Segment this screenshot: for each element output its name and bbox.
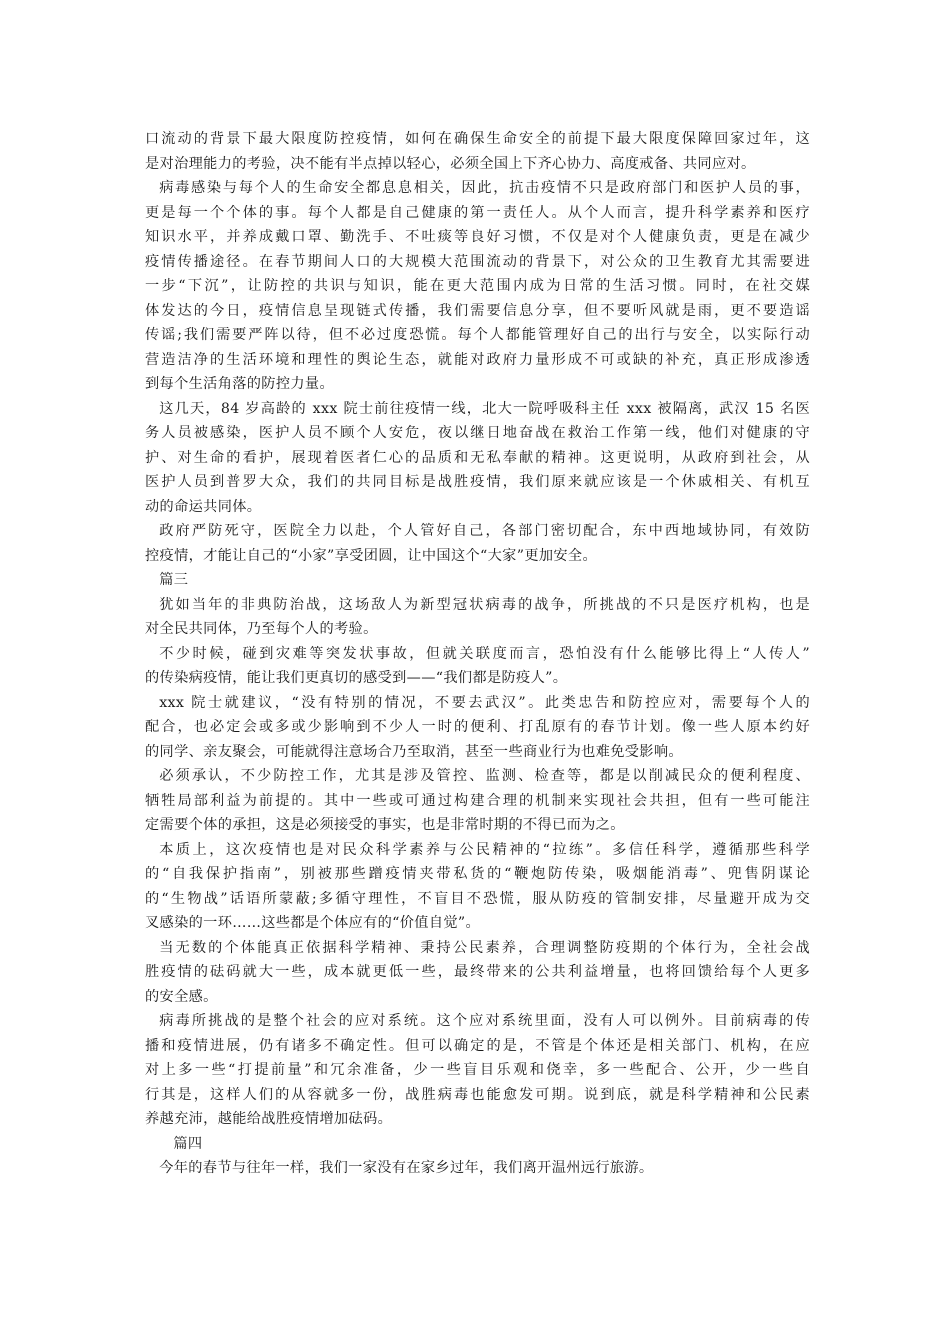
text-line: 犹如当年的非典防治战，这场敌人为新型冠状病毒的战争，所挑战的不只是医疗机构，也是 bbox=[159, 596, 810, 613]
text-line: 牺牲局部利益为前提的。其中一些或可通过构建合理的机制来实现社会共担，但有一些可能注 bbox=[145, 792, 810, 809]
text-line: 病毒所挑战的是整个社会的应对系统。这个应对系统里面，没有人可以例外。目前病毒的传 bbox=[159, 1013, 810, 1029]
text-line: 行其是，这样人们的从容就多一份，战胜病毒也能愈发可期。说到底，就是科学精神和公民素 bbox=[145, 1086, 810, 1103]
text-line: 控疫情，才能让自己的“小家”享受团圆，让中国这个“大家”更加安全。 bbox=[145, 547, 598, 564]
text-line: 胜疫情的砝码就大一些，成本就更低一些，最终带来的公共利益增量，也将回馈给每个人更多 bbox=[145, 964, 810, 980]
section-heading bbox=[145, 1132, 810, 1157]
text-line: 动的命运共同体。 bbox=[145, 498, 262, 515]
paragraph bbox=[145, 397, 810, 520]
text-line: 务人员被感染，医护人员不顾个人安危，夜以继日地奋战在救治工作第一线，他们对健康的守 bbox=[145, 425, 810, 441]
text-line: 的安全感。 bbox=[145, 988, 218, 1005]
paragraph bbox=[145, 519, 810, 568]
text-line: 篇三 bbox=[159, 572, 189, 588]
text-line: 必须承认，不少防控工作，尤其是涉及管控、监测、检查等，都是以削减民众的便利程度、 bbox=[159, 768, 810, 784]
text-line: 的“生物战”话语所蒙蔽;多循守理性，不盲目不恐慌，服从防疫的管制安排，尽量避开成为交 bbox=[145, 890, 810, 907]
text-line: 疫情传播途径。在春节期间人口的大规模大范围流动的背景下，对公众的卫生教育尤其需要进 bbox=[145, 253, 810, 270]
paragraph bbox=[145, 838, 810, 936]
text-line: 叉感染的一环……这些都是个体应有的“价值自觉”。 bbox=[145, 915, 481, 931]
text-line: 对全民共同体，乃至每个人的考验。 bbox=[145, 621, 378, 637]
text-line: 今年的春节与往年一样，我们一家没有在家乡过年，我们离开温州远行旅游。 bbox=[159, 1160, 654, 1176]
text-line: 口流动的背景下最大限度防控疫情，如何在确保生命安全的前提下最大限度保障回家过年，这 bbox=[145, 131, 810, 147]
section-heading bbox=[145, 568, 810, 593]
text-line: 知识水平，并养成戴口罩、勤洗手、不吐痰等良好习惯，不仅是对个人健康负责，更是在减少 bbox=[145, 229, 810, 245]
paragraph bbox=[145, 127, 810, 176]
paragraph bbox=[145, 764, 810, 838]
text-line: 当无数的个体能真正依据科学精神、秉持公民素养，合理调整防疫期的个体行为，全社会战 bbox=[159, 939, 810, 956]
text-line: 播和疫情进展，仍有诸多不确定性。但可以确定的是，不管是个体还是相关部门、机构，在应 bbox=[145, 1037, 810, 1054]
text-line: 营造洁净的生活环境和理性的舆论生态，就能对政府力量形成不可或缺的补充，真正形成渗透 bbox=[145, 351, 810, 368]
text-line: 不少时候，碰到灾难等突发状事故，但就关联度而言，恐怕没有什么能够比得上“人传人” bbox=[159, 645, 810, 662]
text-line: 护、对生命的看护，展现着医者仁心的品质和无私奉献的精神。这更说明，从政府到社会，从 bbox=[145, 449, 810, 466]
text-line: 更是每一个个体的事。每个人都是自己健康的第一责任人。从个人而言，提升科学素养和医疗 bbox=[145, 204, 810, 221]
paragraph bbox=[145, 936, 810, 1010]
text-line: 传谣;我们需要严阵以待，但不必过度恐慌。每个人都能管理好自己的出行与安全，以实际行动 bbox=[145, 327, 810, 343]
paragraph bbox=[145, 176, 810, 397]
document-body bbox=[145, 127, 810, 1181]
text-line: 是对治理能力的考验，决不能有半点掉以轻心，必须全国上下齐心协力、高度戒备、共同应对。 bbox=[145, 155, 756, 172]
text-line: 政府严防死守，医院全力以赴，个人管好自己，各部门密切配合，东中西地域协同，有效防 bbox=[159, 523, 810, 539]
paragraph bbox=[145, 593, 810, 642]
text-line: 医护人员到普罗大众，我们的共同目标是战胜疫情，我们原来就应该是一个休戚相关、有机互 bbox=[145, 474, 810, 490]
text-line: 对上多一些“打提前量”和冗余准备，少一些盲目乐观和侥幸，多一些配合、公开，少一些自 bbox=[145, 1062, 810, 1078]
text-line: 篇四 bbox=[173, 1135, 203, 1152]
text-line: 养越充沛，越能给战胜疫情增加砝码。 bbox=[145, 1111, 393, 1127]
text-line: 的同学、亲友聚会，可能就得注意场合乃至取消，甚至一些商业行为也难免受影响。 bbox=[145, 743, 683, 760]
text-line: 一步“下沉”，让防控的共识与知识，能在更大范围内成为日常的生活习惯。同时，在社交媒 bbox=[145, 278, 810, 294]
text-line: 这几天，84 岁高龄的 xxx 院士前往疫情一线，北大一院呼吸科主任 xxx 被隔离，武汉 15 名医 bbox=[159, 400, 810, 417]
paragraph bbox=[145, 642, 810, 691]
text-line: 的“自我保护指南”，别被那些蹭疫情夹带私货的“鞭炮防传染，吸烟能消毒”、兜售阴谋论 bbox=[145, 866, 810, 882]
text-line: 到每个生活角落的防控力量。 bbox=[145, 376, 334, 392]
text-line: 定需要个体的承担，这是必须接受的事实，也是非常时期的不得已而为之。 bbox=[145, 817, 625, 833]
paragraph bbox=[145, 1009, 810, 1132]
paragraph bbox=[145, 1156, 810, 1181]
text-line: 的传染病疫情，能让我们更真切的感受到——“我们都是防疫人”。 bbox=[145, 670, 568, 686]
text-line: 配合，也必定会或多或少影响到不少人一时的便利、打乱原有的春节计划。像一些人原本约好 bbox=[145, 719, 810, 735]
paragraph bbox=[145, 691, 810, 765]
text-line: 体发达的今日，疫情信息呈现链式传播，我们需要信息分享，但不要听风就是雨，更不要造谣 bbox=[145, 302, 810, 319]
text-line: 病毒感染与每个人的生命安全都息息相关，因此，抗击疫情不只是政府部门和医护人员的事， bbox=[159, 180, 810, 196]
text-line: xxx 院士就建议，“没有特别的情况，不要去武汉”。此类忠告和防控应对，需要每个人的 bbox=[159, 694, 810, 711]
text-line: 本质上，这次疫情也是对民众科学素养与公民精神的“拉练”。多信任科学，遵循那些科学 bbox=[159, 841, 810, 858]
